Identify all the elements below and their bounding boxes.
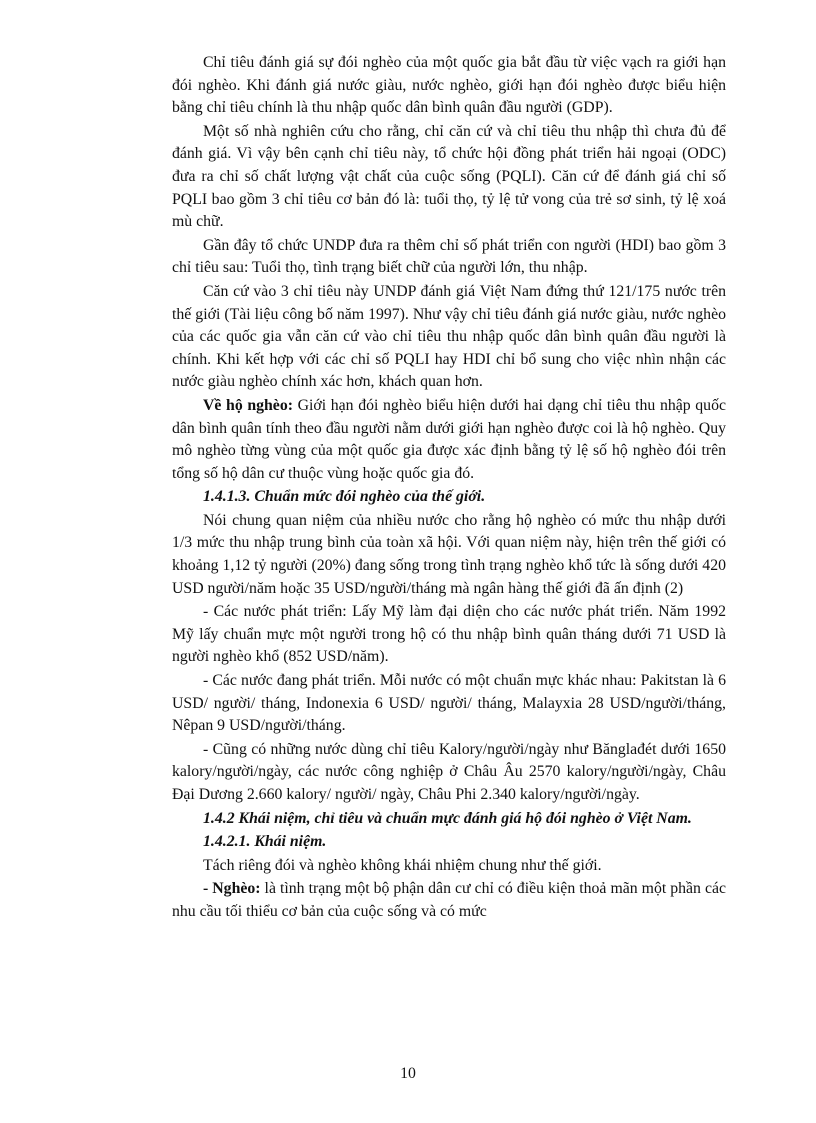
document-page [172, 52, 726, 924]
paragraph-separate-concepts: Tách riêng đói và nghèo không khái nhiệm chung như thế giới. [203, 856, 602, 874]
heading-world-standard: 1.4.1.3. Chuẩn mức đói nghèo của thế giới. [203, 488, 486, 506]
heading-concept: 1.4.2.1. Khái niệm. [203, 833, 327, 851]
paragraph-poverty-definition [172, 878, 726, 923]
paragraph-developed-countries: - Các nước phát triển: Lấy Mỹ làm đại diện cho các nước phát triển. Năm 1992 Mỹ lấy chuẩn mực một người trong hộ có thu nhập bình quân tháng dưới 71 USD là người nghèo khổ (852 USD/năm). [172, 603, 726, 666]
paragraph-poverty-indicator: Chỉ tiêu đánh giá sự đói nghèo của một quốc gia bắt đầu từ việc vạch ra giới hạn đói nghèo. Khi đánh giá nước giàu, nước nghèo, giới hạn đói nghèo được biểu hiện bằng chỉ tiêu chính là thu nhập quốc dân bình quân đầu người (GDP). [172, 54, 726, 117]
heading-vietnam-standard: 1.4.2 Khái niệm, chỉ tiêu và chuẩn mực đánh giá hộ đói nghèo ở Việt Nam. [203, 809, 692, 827]
paragraph-undp-ranking: Căn cứ vào 3 chỉ tiêu này UNDP đánh giá Việt Nam đứng thứ 121/175 nước trên thế giới (Tài liệu công bố năm 1997). Như vậy chỉ tiêu đánh giá nước giàu, nước nghèo của các quốc gia vẫn căn cứ vào chỉ tiêu thu nhập quốc dân bình quân đầu người là chính. Khi kết hợp với các chỉ số PQLI hay HDI chỉ bổ sung cho việc nhìn nhận các nước giàu nghèo chính xác hơn, khách quan hơn. [172, 282, 726, 391]
poverty-label: - Nghèo: [203, 880, 261, 898]
paragraph-pqli: Một số nhà nghiên cứu cho rằng, chỉ căn cứ và chỉ tiêu thu nhập thì chưa đủ để đánh giá. Vì vậy bên cạnh chỉ tiêu này, tổ chức hội đồng phát triển hải ngoại (ODC) đưa ra chỉ số chất lượng vật chất của cuộc sống (PQLI). Căn cứ để đánh giá chỉ số PQLI bao gồm 3 chỉ tiêu cơ bản đó là: tuổi thọ, tỷ lệ tử vong của trẻ sơ sinh, tỷ lệ xoá mù chữ. [172, 122, 726, 231]
poor-household-text: Giới hạn đói nghèo biểu hiện dưới hai dạng chỉ tiêu thu nhập quốc dân bình quân tính theo đầu người nằm dưới giới hạn nghèo được coi là hộ nghèo. Quy mô nghèo từng vùng của một quốc gia được xác định bằng tỷ lệ số hộ nghèo đói trên tổng số hộ dân cư thuộc vùng hoặc quốc gia đó. [172, 396, 726, 482]
paragraph-hdi: Gần đây tổ chức UNDP đưa ra thêm chỉ số phát triển con người (HDI) bao gồm 3 chỉ tiêu sau: Tuổi thọ, tình trạng biết chữ của người lớn, thu nhập. [172, 236, 726, 277]
paragraph-kalory: - Cũng có những nước dùng chỉ tiêu Kalory/người/ngày như Bănglađét dưới 1650 kalory/người/ngày, các nước công nghiệp ở Châu Âu 2570 kalory/người/ngày, Châu Đại Dương 2.660 kalory/ người/ ngày, Châu Phi 2.340 kalory/người/ngày. [172, 740, 726, 803]
poverty-text: là tình trạng một bộ phận dân cư chỉ có điều kiện thoả mãn một phần các nhu cầu tối thiểu cơ bản của cuộc sống và có mức [172, 880, 726, 920]
paragraph-developing-countries: - Các nước đang phát triển. Mỗi nước có một chuẩn mực khác nhau: Pakitstan là 6 USD/ người/ tháng, Indonexia 6 USD/ người/ tháng, Malayxia 28 USD/người/tháng, Nêpan 9 USD/người/tháng. [172, 672, 726, 735]
paragraph-world-concept: Nói chung quan niệm của nhiều nước cho rằng hộ nghèo có mức thu nhập dưới 1/3 mức thu nhập trung bình của toàn xã hội. Với quan niệm này, hiện trên thế giới có khoảng 1,12 tỷ người (20%) đang sống trong tình trạng nghèo khổ tức là sống dưới 420 USD người/năm hoặc 35 USD/người/tháng mà ngân hàng thế giới đã ấn định (2) [172, 511, 726, 597]
page-number: 10 [400, 1065, 416, 1082]
paragraph-poor-household [172, 395, 726, 485]
poor-household-label: Về hộ nghèo: [203, 396, 293, 414]
